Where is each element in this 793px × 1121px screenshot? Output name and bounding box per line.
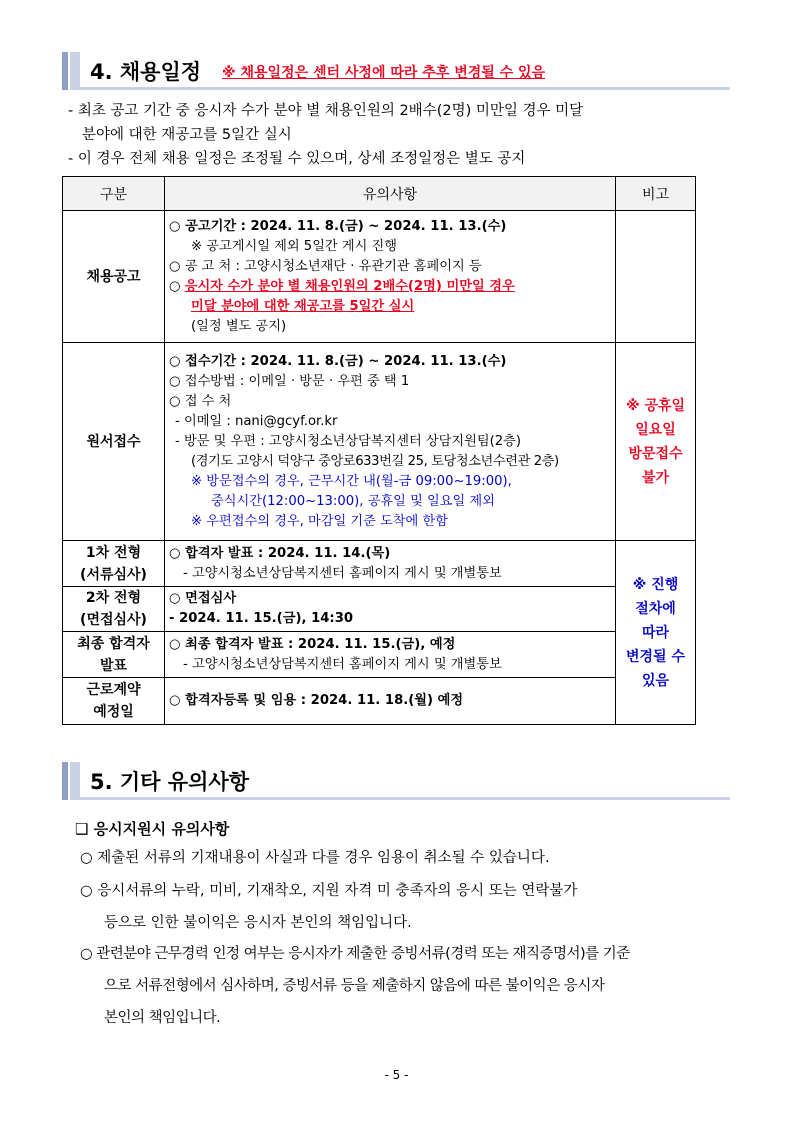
announce-note: ※ 공고게시일 제외 5일간 게시 진행 (191, 238, 398, 254)
row-label-application: 원서접수 (63, 343, 165, 541)
remark-line: 있음 (641, 672, 670, 689)
row-content-final (165, 632, 616, 678)
header-category: 구분 (63, 177, 165, 211)
sub-heading: ❑ 응시지원시 유의사항 (75, 820, 230, 838)
remark-line: 절차에 (635, 600, 676, 617)
label-line: 최종 합격자 (77, 635, 150, 652)
label-line: 근로계약 (86, 682, 141, 698)
row-content-stage-1 (165, 541, 616, 587)
application-address: (경기도 고양시 덕양구 중앙로633번길 25, 토당청소년수련관 2층) (191, 453, 559, 469)
final-notice: - 고양시청소년상담복지센터 홈페이지 게시 및 개별통보 (183, 656, 502, 672)
remark-line: 따라 (641, 624, 670, 641)
header-underline (80, 87, 730, 90)
table-header-row (63, 177, 696, 211)
interview-date: - 2024. 11. 15.(금), 14:30 (169, 611, 354, 626)
row-label-announcement: 채용공고 (63, 211, 165, 343)
visit-note-2: 중식시간(12:00~13:00), 공휴일 및 일요일 제외 (211, 493, 495, 509)
application-period: ○ 접수기간 : 2024. 11. 8.(금) ~ 2024. 11. 13.(수) (169, 353, 507, 369)
note-line-1: - 최초 공고 기간 중 응시자 수가 분야 별 채용인원의 2배수(2명) 미만일 경우 미달 (68, 103, 584, 119)
remark-line: ※ 진행 (632, 576, 679, 593)
application-email: - 이메일 : nani@gcyf.or.kr (175, 413, 338, 429)
notice-line: ○ 응시서류의 누락, 미비, 기재착오, 지원 자격 미 충족자의 응시 또는 연락불가 (80, 883, 578, 899)
note-line-3: - 이 경우 전체 채용 일정은 조정될 수 있으며, 상세 조정일정은 별도 공지 (68, 151, 526, 167)
table-row (63, 211, 696, 343)
schedule-table (62, 176, 696, 725)
label-line: 예정일 (93, 704, 134, 720)
row-label-contract (63, 678, 165, 725)
page-number: - 5 - (384, 1068, 409, 1082)
notice-line: 등으로 인한 불이익은 응시자 본인의 책임입니다. (104, 915, 412, 931)
row-content-stage-2 (165, 587, 616, 632)
row-content-application (165, 343, 616, 541)
reannounce-line-1: 응시자 수가 분야 별 채용인원의 2배수(2명) 미만일 경우 (184, 278, 515, 294)
section-4-title: 4. 채용일정 (90, 60, 202, 84)
row-remark-process (616, 541, 696, 725)
visit-note-1: ※ 방문접수의 경우, 근무시간 내(월-금 09:00~19:00), (191, 473, 512, 489)
contract-date: ○ 합격자등록 및 임용 : 2024. 11. 18.(월) 예정 (169, 693, 464, 708)
remark-line: 변경될 수 (626, 648, 685, 665)
table-row (63, 343, 696, 541)
remark-line: 방문접수 (628, 445, 683, 462)
row-label-stage-1 (63, 541, 165, 587)
section-4-header (62, 52, 730, 90)
label-line: 1차 전형 (85, 544, 142, 561)
row-remark-application (616, 343, 696, 541)
table-row (63, 587, 696, 632)
header-bar-dark (62, 52, 68, 90)
remark-line: ※ 공휴일 (625, 397, 686, 414)
announce-place: ○ 공 고 처 : 고양시청소년재단 · 유관기관 홈페이지 등 (169, 258, 482, 274)
remark-line: 불가 (641, 469, 670, 486)
notice-line: 본인의 책임입니다. (104, 1010, 221, 1026)
header-bar-light (70, 52, 80, 90)
section-5-title: 5. 기타 유의사항 (90, 770, 249, 794)
stage-1-notice: - 고양시청소년상담복지센터 홈페이지 게시 및 개별통보 (183, 565, 502, 581)
application-place: ○ 접 수 처 (169, 393, 232, 409)
header-bar-dark (62, 762, 68, 800)
header-remarks: 비고 (616, 177, 696, 211)
reannounce-line-2: 미달 분야에 대한 재공고를 5일간 실시 (191, 298, 415, 314)
notice-line: ○ 관련분야 근무경력 인정 여부는 응시자가 제출한 증빙서류(경력 또는 재직증명서)를 기준 (80, 946, 630, 962)
header-notes: 유의사항 (165, 177, 616, 211)
label-line: (서류심사) (80, 566, 147, 583)
notice-item-1 (80, 844, 550, 872)
notice-line: 으로 서류전형에서 심사하며, 증빙서류 등을 제출하지 않음에 따른 불이익은 응시자 (104, 978, 605, 994)
application-method: ○ 접수방법 : 이메일 · 방문 · 우편 중 택 1 (169, 373, 410, 389)
schedule-separate-notice: (일정 별도 공지) (191, 318, 287, 334)
row-content-announcement (165, 211, 616, 343)
mail-note: ※ 우편접수의 경우, 마감일 기준 도착에 한함 (191, 513, 448, 529)
label-line: (면접심사) (80, 612, 147, 628)
interview-title: ○ 면접심사 (169, 591, 237, 606)
header-underline (80, 797, 730, 800)
row-content-contract (165, 678, 616, 725)
remark-line: 일요일 (635, 421, 676, 438)
note-line-2: 분야에 대한 재공고를 5일간 실시 (82, 127, 292, 143)
announce-period: ○ 공고기간 : 2024. 11. 8.(금) ~ 2024. 11. 13.(수) (169, 218, 507, 234)
section-4-note: ※ 채용일정은 센터 사정에 따라 추후 변경될 수 있음 (222, 65, 546, 81)
row-remark-empty (616, 211, 696, 343)
table-row (63, 541, 696, 587)
table-row (63, 632, 696, 678)
section-5-header (62, 762, 730, 800)
circle-bullet: ○ (169, 278, 185, 294)
table-row (63, 678, 696, 725)
section-4-notes (68, 99, 583, 171)
notice-item-3 (80, 940, 630, 1032)
application-visit: - 방문 및 우편 : 고양시청소년상담복지센터 상담지원팀(2층) (175, 433, 522, 449)
row-label-stage-2 (63, 587, 165, 632)
label-line: 2차 전형 (85, 590, 142, 606)
notice-line: ○ 제출된 서류의 기재내용이 사실과 다를 경우 임용이 취소될 수 있습니다. (80, 850, 550, 866)
stage-1-result: ○ 합격자 발표 : 2024. 11. 14.(목) (169, 545, 391, 561)
row-label-final (63, 632, 165, 678)
header-bar-light (70, 762, 80, 800)
notice-item-2 (80, 877, 577, 937)
label-line: 발표 (99, 657, 128, 674)
final-result: ○ 최종 합격자 발표 : 2024. 11. 15.(금), 예정 (169, 636, 456, 652)
